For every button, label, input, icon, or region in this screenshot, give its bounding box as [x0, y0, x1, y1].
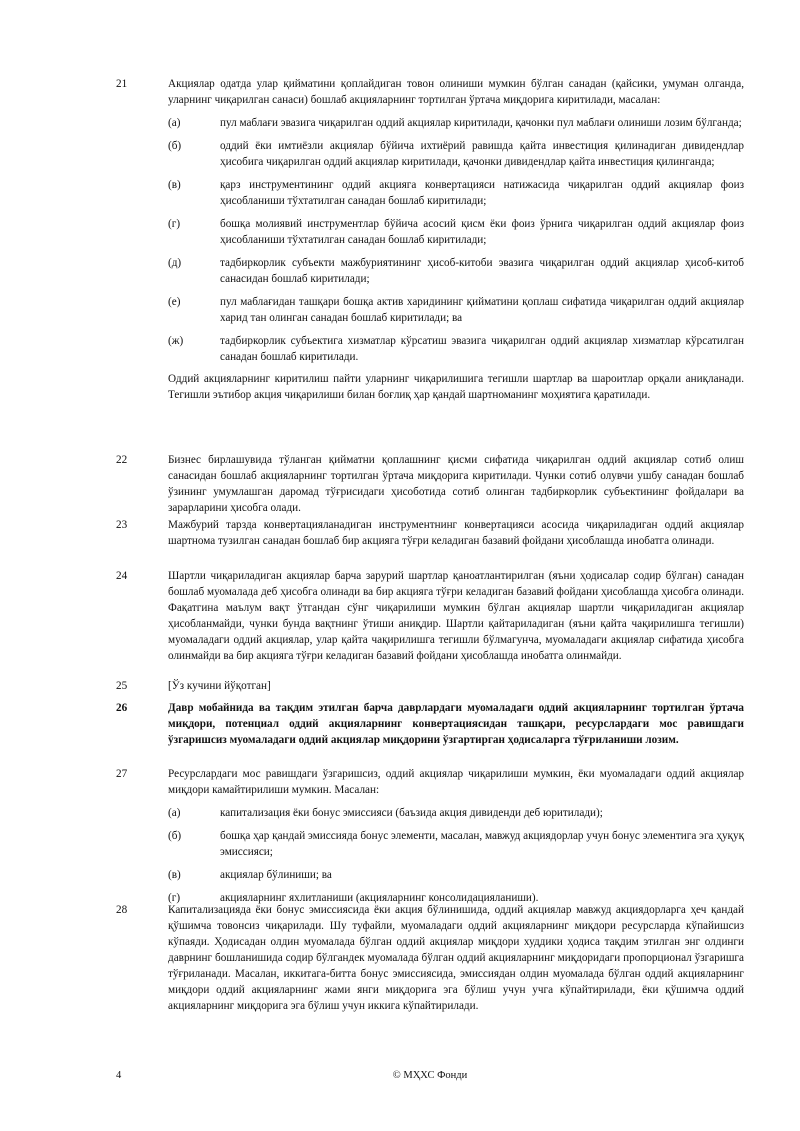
list-item — [168, 805, 744, 821]
paragraph-23 — [116, 517, 744, 549]
paragraph-text: Шартли чиқариладиган акциялар барча зарурий шартлар қаноатлантирилган (яъни ҳодисалар содир бўлган) санадан бошлаб муомалада деб ҳисобга олинади ва бир акцияга тўғри келадиган базавий фойдани ҳисоблашда ҳисобга олинади. Фақатгина маълум вақт ўтгандан сўнг чиқарилиши мумкин бўлган акциялар шартли чиқариладиган акциялар ҳисобланмайди, чунки бунда вақтнинг ўтиши аниқдир. Шартли қайтариладиган (яъни қайта чақирилишга тегишли) муомаладаги оддий акциялар, улар қайта чақирилишга тегишли бўлмагунча, муомаладаги акциялар сифатида ҳисобга олинмайди ва бир акцияга тўғри келадиган базавий фойдани ҳисоблашда инобатга олинмайди. — [168, 570, 744, 662]
paragraph-26 — [116, 700, 744, 748]
list-item-label: (ж) — [168, 335, 184, 347]
list-item — [168, 828, 744, 860]
paragraph-number: 21 — [116, 78, 128, 90]
list-item-text: акцияларнинг яхлитланиши (акцияларнинг консолидацияланиши). — [220, 892, 539, 904]
list-item — [168, 255, 744, 287]
list-item — [168, 867, 744, 883]
paragraph-number: 27 — [116, 768, 128, 780]
list-item — [168, 177, 744, 209]
list-item-text: акциялар бўлиниши; ва — [220, 869, 332, 881]
paragraph-number: 22 — [116, 454, 128, 466]
list-item-label: (г) — [168, 218, 181, 230]
paragraph-number: 26 — [116, 702, 128, 714]
list-item — [168, 294, 744, 326]
copyright-notice: © МҲХС Фонди — [392, 1070, 468, 1081]
paragraph-text: Капитализацияда ёки бонус эмиссиясида ёки акция бўлинишида, оддий акциялар мавжуд акциядорларга ҳеч қандай қўшимча товонсиз чиқарилади. Шу туфайли, муомаладаги оддий акцияларнинг миқдори ресурсларда кўпайишсиз кўпаяди. Ҳодисадан олдин муомалада бўлган оддий акциялар миқдори худдики ҳодиса тақдим этилган энг олдинги даврнинг бошланишида содир бўлгандек муомалада бўлган оддий акцияларнинг миқдоридаги пропорционал ўзгаришга тўғриланади. Масалан, иккитага-битта бонус эмиссиясида, эмиссиядан олдин муомалада бўлган оддий акцияларнинг миқдори оддий акцияларнинг жами янги миқдорига эга бўлиш учун учга кўпайтирилади, ёки қўшимча оддий акцияларнинг миқдорига эга бўлиш учун иккига кўпайтирилади. — [168, 904, 744, 1012]
list-item-label: (д) — [168, 257, 182, 269]
list-item-label: (б) — [168, 830, 182, 842]
paragraph-text: Мажбурий тарзда конвертацияланадиган инструментнинг конвертацияси асосида чиқариладиган оддий акциялар шартнома тузилган санадан бошлаб бир акцияга тўғри келадиган базавий фойдани ҳисоблашда инобатга олинади. — [168, 519, 744, 547]
paragraph-number: 25 — [116, 680, 128, 692]
list-item-text: бошқа ҳар қандай эмиссияда бонус элементи, масалан, мавжуд акциядорлар учун бонус элементига эга ҳуқуқ эмиссияси; — [220, 830, 744, 858]
list-item — [168, 138, 744, 170]
list-item-label: (е) — [168, 296, 181, 308]
list-item-text: бошқа молиявий инструментлар бўйича асосий қисм ёки фоиз ўрнига чиқарилган оддий акциялар фоиз ҳисобланиши тўхтатилган санадан бошлаб киритилади; — [220, 218, 744, 246]
list-item-text: тадбиркорлик субъекти мажбуриятининг ҳисоб-китоби эвазига чиқарилган оддий акциялар ҳисоб-китоб санасидан бошлаб киритилади; — [220, 257, 744, 285]
paragraph-text: Бизнес бирлашувида тўланган қийматни қоплашнинг қисми сифатида чиқарилган оддий акциялар сотиб олиш санасидан бошлаб акцияларнинг тортилган ўртача миқдорига киритилади. Чунки сотиб олувчи ушбу санадан бошлаб ўзининг умумлашган даромад тўғрисидаги ҳисоботида сотиб олинган тадбиркорлик субъектининг фойдалари ва зарарларини ҳисобга олади. — [168, 454, 744, 514]
paragraph-continuation: Оддий акцияларнинг киритилиш пайти уларнинг чиқарилишига тегишли шартлар ва шароитлар орқали аниқланади. Тегишли эътибор акция чиқарилиши билан боғлиқ ҳар қандай шартноманинг моҳиятига қаратилади. — [168, 373, 744, 401]
list-item-label: (в) — [168, 179, 181, 191]
paragraph-24 — [116, 568, 744, 664]
list-item-text: пул маблағидан ташқари бошқа актив харидининг қийматини қоплаш сифатида чиқарилган оддий акциялар харид тан олинган санадан бошлаб киритилади; ва — [220, 296, 744, 324]
paragraph-text: Давр мобайнида ва тақдим этилган барча даврлардаги муомаладаги оддий акцияларнинг тортилган ўртача миқдори, потенциал оддий акцияларнинг конвертациясидан ташқари, ресурслардаги мос равишдаги ўзгаришсиз муомаладаги оддий акциялар миқдорини ўзгартирган ҳодисаларга тўғриланиши лозим. — [168, 702, 744, 746]
list-item — [168, 333, 744, 365]
list-item-label: (г) — [168, 892, 181, 904]
paragraph-number: 28 — [116, 904, 128, 916]
list-item-label: (а) — [168, 807, 181, 819]
list-item-label: (а) — [168, 117, 181, 129]
paragraph-number: 24 — [116, 570, 128, 582]
list-item-label: (б) — [168, 140, 182, 152]
paragraph-21 — [116, 76, 744, 403]
list-item — [168, 115, 744, 131]
list-item-label: (в) — [168, 869, 181, 881]
paragraph-27 — [116, 766, 744, 906]
list-item-text: оддий ёки имтиёзли акциялар бўйича ихтиёрий равишда қайта инвестиция қилинадиган дивидендлар ҳисобига чиқарилган оддий акциялар киритилади, қачонки дивидендлар қайта инвестиция қилинганда; — [220, 140, 744, 168]
paragraph-28 — [116, 902, 744, 1014]
paragraph-number: 23 — [116, 519, 128, 531]
list-item-text: тадбиркорлик субъектига хизматлар кўрсатиш эвазига чиқарилган оддий акциялар хизматлар кўрсатилган санадан бошлаб киритилади. — [220, 335, 744, 363]
list-item-text: пул маблағи эвазига чиқарилган оддий акциялар киритилади, қачонки пул маблағи олиниши лозим бўлганда; — [220, 117, 742, 129]
paragraph-text: Акциялар одатда улар қийматини қоплайдиган товон олиниши мумкин бўлган санадан (қайсики, умуман олганда, уларнинг чиқарилган санаси) бошлаб акцияларнинг тортилган ўртача миқдорига киритилади, масалан: — [168, 78, 744, 106]
paragraph-25 — [116, 678, 744, 694]
page-number: 4 — [116, 1070, 122, 1081]
paragraph-text: Ресурслардаги мос равишдаги ўзгаришсиз, оддий акциялар чиқарилиши мумкин, ёки муомаладаги оддий акциялар миқдори камайтирилиши мумкин. Масалан: — [168, 768, 744, 796]
list-item — [168, 216, 744, 248]
list-item-text: қарз инструментининг оддий акцияга конвертацияси натижасида чиқарилган оддий акциялар фоиз ҳисобланиши тўхтатилган санадан бошлаб киритилади; — [220, 179, 744, 207]
paragraph-22 — [116, 452, 744, 516]
paragraph-text: [Ўз кучини йўқотган] — [168, 680, 271, 692]
list-item-text: капитализация ёки бонус эмиссияси (баъзида акция дивиденди деб юритилади); — [220, 807, 603, 819]
